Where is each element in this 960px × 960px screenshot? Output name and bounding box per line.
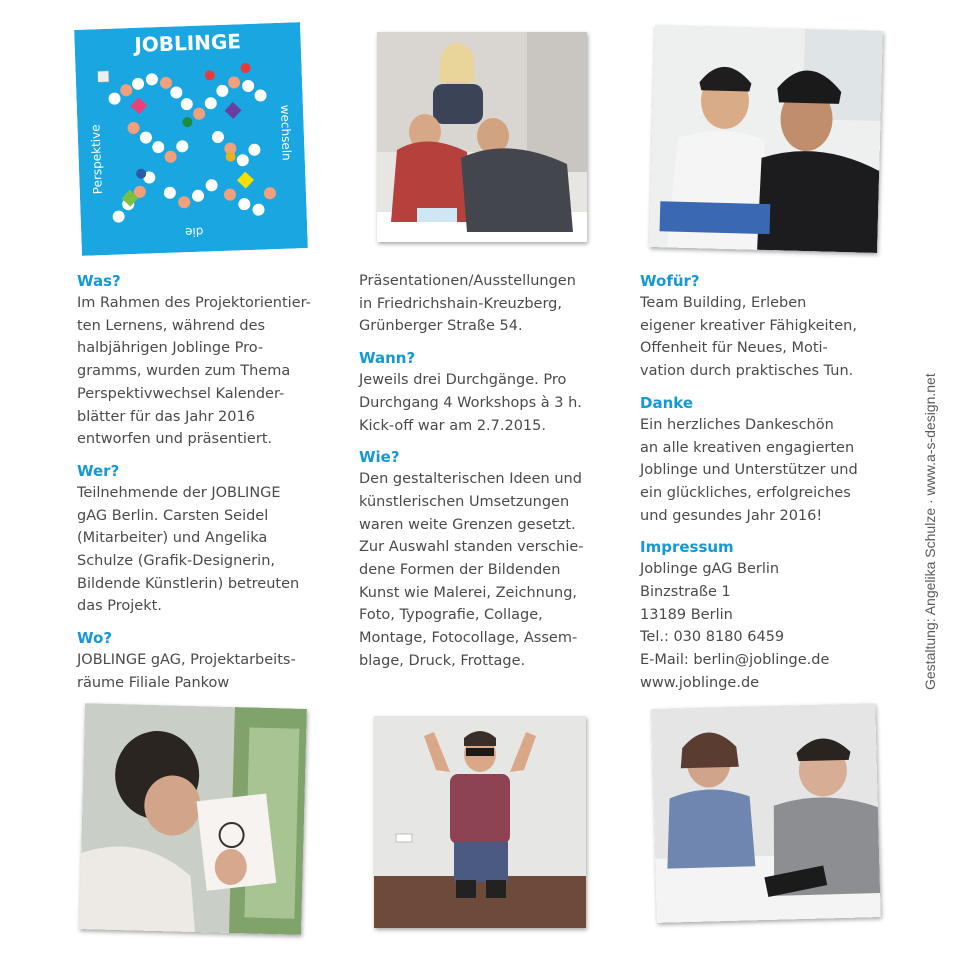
workshop-photo-collage-group (651, 703, 881, 923)
column-left (77, 270, 327, 704)
column-middle (359, 270, 609, 682)
paragraph-danke: Ein herzliches Dankeschön an alle kreativen engagierten Joblinge und Unterstützer und ein glückliches, erfolgreiches und gesundes Jahr 2016! (640, 416, 858, 524)
board-game-image (74, 22, 308, 256)
heading-was: Was? (77, 272, 121, 290)
board-logo: JOBLINGE (133, 29, 242, 57)
heading-wann: Wann? (359, 349, 416, 368)
heading-wo: Wo? (77, 629, 113, 648)
board-word-right: wechseln (277, 104, 294, 161)
paragraph-wo: JOBLINGE gAG, Projektarbeits- räume Filiale Pankow (77, 652, 296, 691)
workshop-photo-kneeling-man (374, 716, 586, 928)
heading-wofuer: Wofür? (640, 272, 700, 290)
paragraph-wofuer: Team Building, Erleben eigener kreativer Fähigkeiten, Offenheit für Neues, Moti- vation durch praktisches Tun. (640, 295, 857, 380)
workshop-photo-drawing-group (377, 32, 587, 242)
paragraph-impressum: Joblinge gAG Berlin Binzstraße 1 13189 Berlin Tel.: 030 8180 6459 E-Mail: berlin@joblinge.de www.joblinge.de (640, 561, 830, 691)
paragraph-wer: Teilnehmende der JOBLINGE gAG Berlin. Carsten Seidel (Mitarbeiter) und Angelika Schulze (Grafik-Designerin, Bildende Künstlerin) betreuten das Projekt. (77, 484, 300, 615)
board-word-bottom: die (184, 224, 204, 240)
paragraph-wie: Den gestalterischen Ideen und künstlerischen Umsetzungen waren weite Grenzen gesetzt. Zur Auswahl standen verschie- dene Formen der Bildenden Kunst wie Malerei, Zeichnung, Foto, Typografie, Collage, Montage, Fotocollage, Assem- blage, Druck, Frottage. (359, 471, 584, 669)
paragraph-ausstellungen: Präsentationen/Ausstellungen in Friedrichshain-Kreuzberg, Grünberger Straße 54. (359, 273, 576, 335)
workshop-photo-drawing-man (79, 703, 307, 935)
heading-danke: Danke (640, 393, 693, 412)
board-word-left: Perspektive (88, 124, 105, 195)
design-credit: Gestaltung: Angelika Schulze · www.a-s-design.net (922, 373, 938, 690)
paragraph-wann: Jeweils drei Durchgänge. Pro Durchgang 4 Workshops à 3 h. Kick-off war am 2.7.2015. (359, 372, 582, 434)
heading-impressum: Impressum (640, 538, 734, 557)
workshop-photo-two-men (649, 25, 883, 253)
heading-wie: Wie? (359, 448, 400, 467)
board-game-graphic (74, 22, 308, 256)
heading-wer: Wer? (77, 461, 120, 480)
column-right (640, 270, 890, 704)
paragraph-was: Im Rahmen des Projektorientier- ten Lernens, während des halbjährigen Joblinge Pro- gramms, wurden zum Thema Perspektivwechsel Kalender- blätter für das Jahr 2016 entworfen und präsentiert. (77, 295, 311, 448)
